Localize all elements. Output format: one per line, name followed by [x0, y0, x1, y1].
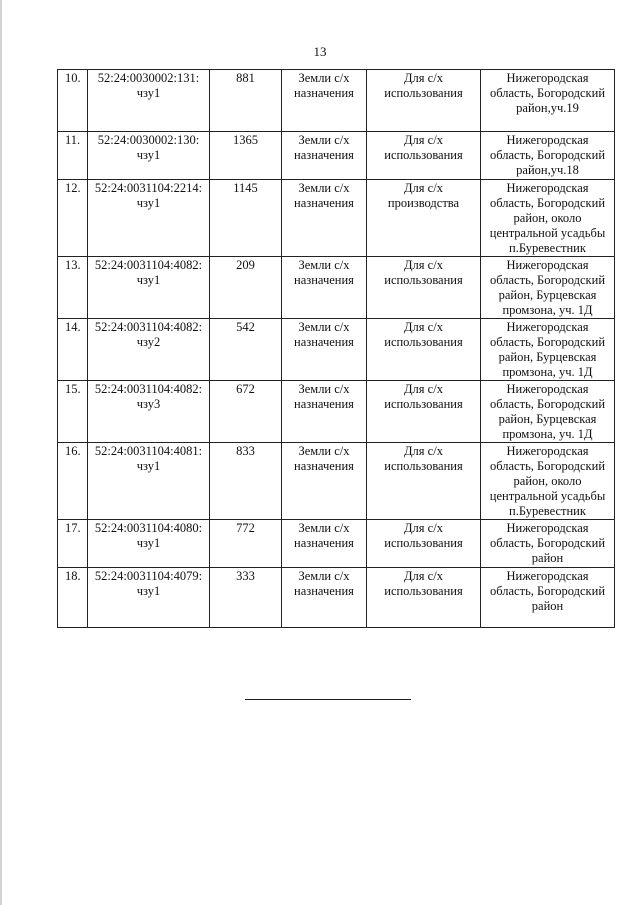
area-cell: 333: [210, 568, 282, 628]
area-cell: 881: [210, 70, 282, 132]
land-category-cell: Земли с/х назначения: [282, 520, 367, 568]
row-number-cell: 18.: [58, 568, 88, 628]
land-plots-table: [57, 69, 615, 628]
table-row: [58, 520, 615, 568]
row-number-cell: 10.: [58, 70, 88, 132]
row-number-cell: 11.: [58, 132, 88, 180]
permitted-use-cell: Для с/х использования: [367, 568, 481, 628]
table-row: [58, 180, 615, 257]
scan-edge: [0, 0, 2, 905]
location-cell: Нижегородская область, Богородский район: [481, 568, 615, 628]
location-cell: Нижегородская область, Богородский район, около центральной усадьбы п.Буревестник: [481, 443, 615, 520]
land-category-cell: Земли с/х назначения: [282, 381, 367, 443]
permitted-use-cell: Для с/х использования: [367, 443, 481, 520]
permitted-use-cell: Для с/х использования: [367, 319, 481, 381]
table-row: [58, 70, 615, 132]
area-cell: 1365: [210, 132, 282, 180]
land-category-cell: Земли с/х назначения: [282, 70, 367, 132]
land-category-cell: Земли с/х назначения: [282, 443, 367, 520]
area-cell: 672: [210, 381, 282, 443]
row-number-cell: 16.: [58, 443, 88, 520]
location-cell: Нижегородская область, Богородский район, около центральной усадьбы п.Буревестник: [481, 180, 615, 257]
cadastral-number-cell: 52:24:0030002:131: чзу1: [88, 70, 210, 132]
table-body: [58, 70, 615, 628]
table-row: [58, 257, 615, 319]
cadastral-number-cell: 52:24:0031104:4080: чзу1: [88, 520, 210, 568]
location-cell: Нижегородская область, Богородский район: [481, 520, 615, 568]
land-category-cell: Земли с/х назначения: [282, 180, 367, 257]
area-cell: 1145: [210, 180, 282, 257]
cadastral-number-cell: 52:24:0031104:2214: чзу1: [88, 180, 210, 257]
cadastral-number-cell: 52:24:0031104:4082: чзу3: [88, 381, 210, 443]
area-cell: 209: [210, 257, 282, 319]
permitted-use-cell: Для с/х производства: [367, 180, 481, 257]
cadastral-number-cell: 52:24:0031104:4082: чзу2: [88, 319, 210, 381]
cadastral-number-cell: 52:24:0031104:4082: чзу1: [88, 257, 210, 319]
cadastral-number-cell: 52:24:0031104:4079: чзу1: [88, 568, 210, 628]
location-cell: Нижегородская область, Богородский район,уч.18: [481, 132, 615, 180]
cadastral-number-cell: 52:24:0031104:4081: чзу1: [88, 443, 210, 520]
row-number-cell: 15.: [58, 381, 88, 443]
land-category-cell: Земли с/х назначения: [282, 132, 367, 180]
end-separator-line: [245, 699, 411, 700]
row-number-cell: 17.: [58, 520, 88, 568]
permitted-use-cell: Для с/х использования: [367, 257, 481, 319]
table-row: [58, 443, 615, 520]
row-number-cell: 14.: [58, 319, 88, 381]
location-cell: Нижегородская область, Богородский район, Бурцевская промзона, уч. 1Д: [481, 257, 615, 319]
land-category-cell: Земли с/х назначения: [282, 568, 367, 628]
row-number-cell: 12.: [58, 180, 88, 257]
table-row: [58, 132, 615, 180]
permitted-use-cell: Для с/х использования: [367, 520, 481, 568]
table-row: [58, 568, 615, 628]
page-number: 13: [313, 44, 327, 59]
area-cell: 833: [210, 443, 282, 520]
land-category-cell: Земли с/х назначения: [282, 319, 367, 381]
table-row: [58, 319, 615, 381]
land-category-cell: Земли с/х назначения: [282, 257, 367, 319]
permitted-use-cell: Для с/х использования: [367, 381, 481, 443]
permitted-use-cell: Для с/х использования: [367, 132, 481, 180]
location-cell: Нижегородская область, Богородский район, Бурцевская промзона, уч. 1Д: [481, 381, 615, 443]
table-row: [58, 381, 615, 443]
area-cell: 542: [210, 319, 282, 381]
row-number-cell: 13.: [58, 257, 88, 319]
location-cell: Нижегородская область, Богородский район,уч.19: [481, 70, 615, 132]
area-cell: 772: [210, 520, 282, 568]
location-cell: Нижегородская область, Богородский район, Бурцевская промзона, уч. 1Д: [481, 319, 615, 381]
permitted-use-cell: Для с/х использования: [367, 70, 481, 132]
cadastral-number-cell: 52:24:0030002:130: чзу1: [88, 132, 210, 180]
